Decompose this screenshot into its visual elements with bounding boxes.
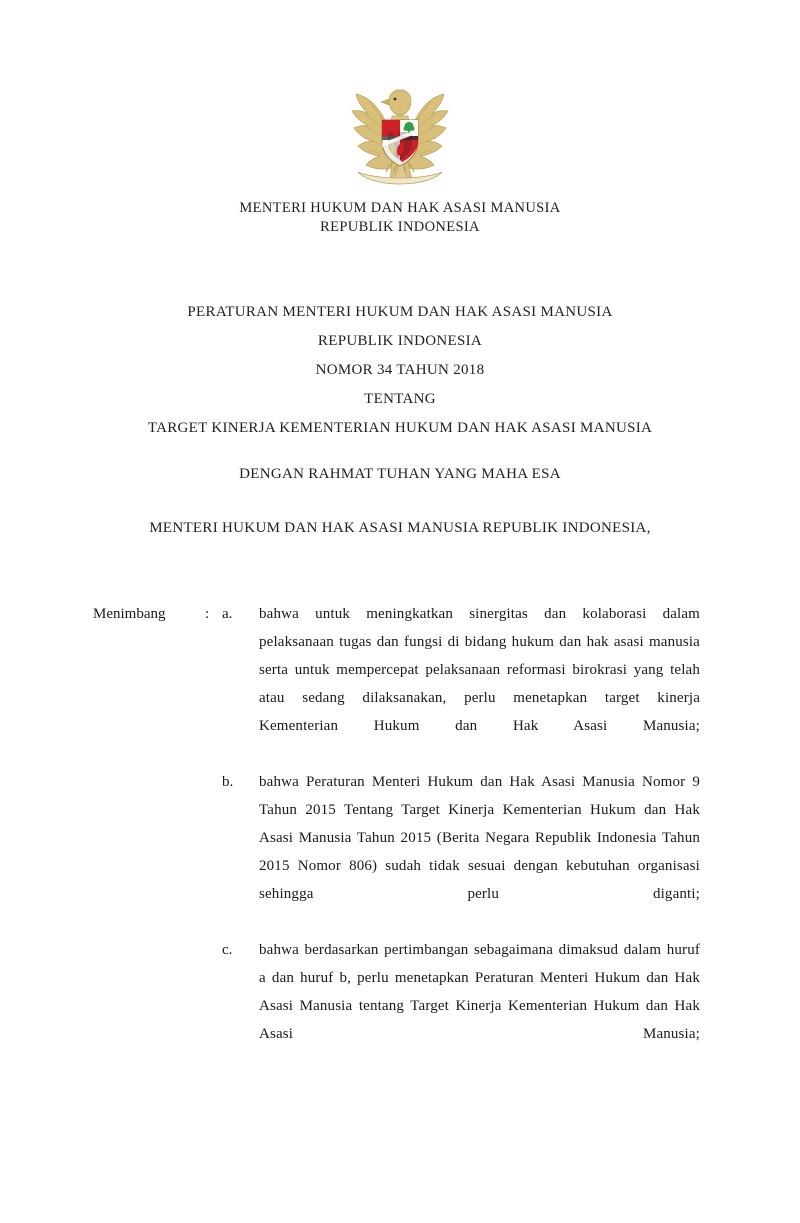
consideration-item-a [93,600,700,768]
title-line-republic: REPUBLIK INDONESIA [317,333,483,349]
issuing-authority-line: MENTERI HUKUM DAN HAK ASASI MANUSIA REPUBLIK INDONESIA, [149,520,651,536]
consideration-marker-a: a. [222,606,233,622]
considerations-colon: : [205,606,210,622]
title-line-subject: TARGET KINERJA KEMENTERIAN HUKUM DAN HAK ASASI MANUSIA [147,420,653,436]
regulation-title-block [0,298,800,443]
title-line-number: NOMOR 34 TAHUN 2018 [315,362,485,378]
title-line-regulation: PERATURAN MENTERI HUKUM DAN HAK ASASI MANUSIA [187,304,613,320]
considerations-section [93,600,700,1076]
title-line-about: TENTANG [364,391,436,407]
ministry-header [0,199,800,237]
ministry-header-line-1: MENTERI HUKUM DAN HAK ASASI MANUSIA [239,200,561,216]
considerations-label: Menimbang [93,606,166,622]
garuda-head [389,90,411,115]
ministry-header-line-2: REPUBLIK INDONESIA [320,219,480,235]
consideration-item-c [93,936,700,1076]
consideration-marker-c: c. [222,942,233,958]
consideration-text-b: bahwa Peraturan Menteri Hukum dan Hak Asasi Manusia Nomor 9 Tahun 2015 Tentang Target Kinerja Kementerian Hukum dan Hak Asasi Manusia Tahun 2015 (Berita Negara Republik Indonesia Tahun 2015 Nomor 806) sudah tidak sesuai dengan kebutuhan organisasi sehingga perlu diganti; [259,774,700,902]
garuda-pancasila-emblem [340,80,460,188]
emblem-container [0,80,800,188]
invocation-line: DENGAN RAHMAT TUHAN YANG MAHA ESA [239,466,561,482]
consideration-item-b [93,768,700,936]
consideration-text-a: bahwa untuk meningkatkan sinergitas dan kolaborasi dalam pelaksanaan tugas dan fungsi di bidang hukum dan hak asasi manusia serta untuk mempercepat pelaksanaan reformasi birokrasi yang telah atau sedang dilaksanakan, perlu menetapkan target kinerja Kementerian Hukum dan Hak Asasi Manusia; [259,606,700,734]
consideration-text-c: bahwa berdasarkan pertimbangan sebagaimana dimaksud dalam huruf a dan huruf b, perlu menetapkan Peraturan Menteri Hukum dan Hak Asasi Manusia tentang Target Kinerja Kementerian Hukum dan Hak Asasi Manusia; [259,942,700,1042]
consideration-marker-b: b. [222,774,234,790]
